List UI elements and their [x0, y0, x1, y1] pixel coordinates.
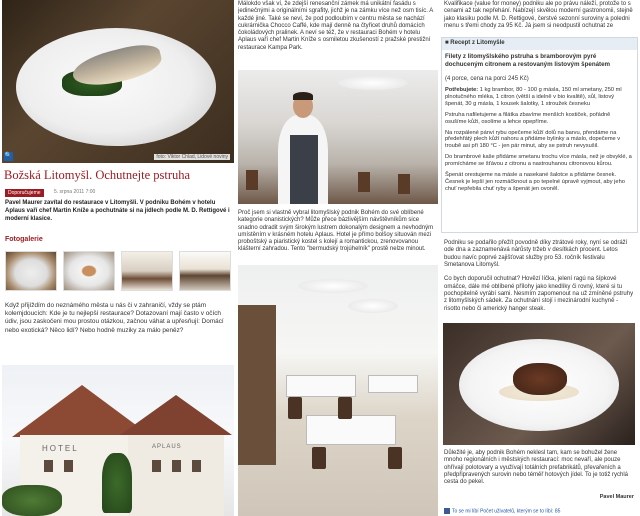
hotel-sign-aplaus: APLAUS: [152, 444, 182, 450]
table-shape: [368, 375, 418, 393]
ingredients-text: 1 kg brambor, 80 - 100 g másla, 150 ml smetany, 250 ml plnotučného mléka, 1 citron (větší a idelně v bio kvalitě), sůl, listový špenát, 30 g másla, 1 kousek šalotky, 1 stroužek česneku: [445, 87, 622, 107]
recipe-step: Špenát orestujeme na másle a nasekané šalotce a přidáme česnek. Česnek je lepší jen rozmáčknout a po tepelné úpravě vyjmout, aby jeho chuť nepřebila chuť ryby a špenát jen ovoněl.: [445, 172, 625, 192]
facebook-like-bar[interactable]: [444, 508, 560, 514]
article-column-left: [2, 0, 234, 516]
article-paragraph: Důležité je, aby podnik Bohém neklesl tam, kam se bohužel žene mnoho regionálních i městských restaurací: moc nevaří, ale pouze ohřívají polotovary a využívají totálních prefabrikátů, převařeních a předpřipravených surovin nebo téměř hotových jídel. To je totiž rychlá cesta do pekel.: [444, 450, 628, 486]
gallery-thumb-4[interactable]: [179, 251, 231, 291]
window-shape: [44, 460, 53, 472]
article-paragraph: Kvalifikace (value for money) podniku ale po právu náleží, protože to s cenami až tak nepřehání. Nabízejí skvělou moderní gastronomii, stejně jako klasiku podle M. D. Rettigové, čerstvé sezonní suroviny a poledni menu s třemi chody za 95 Kč. Já jsem si neodpustil ochutnat ze: [444, 1, 633, 29]
table-shape: [286, 375, 356, 397]
window-shape: [152, 460, 161, 472]
window-shape: [172, 460, 181, 472]
chair-shape: [288, 397, 302, 419]
recipe-header: ■ Recept z Litomyšle: [442, 38, 637, 50]
chair-shape: [246, 170, 258, 190]
recipe-header-label: Recept z Litomyšle: [450, 40, 505, 46]
gallery-thumb-2[interactable]: [63, 251, 115, 291]
article-intro: Když přijíždím do neznámého města u nás či v zahraničí, vždy se ptám kolemjdoucích: Kde je tu nejlepší restaurace? Dotazovaní mají často v očích údiv, jsou zaskočeni mou prostou otázkou, začnou váhat a upřesňují: Domácí nebo exotická? Něco lidí? Nebo hodně muziky za málo peněz?: [5, 302, 224, 334]
chair-shape: [312, 447, 326, 469]
article-paragraph: Proč jsem si vlastně vybral litomyšlský podnik Bohém do své oblíbené kategorie onanistických? Může přece bázlivějším návštěvníkům sice snadno odradit svým širokým lustrem dokonalým designem a nevhodným umístěním v krásném hotelu Aplaus. Hotel je přímo bolšoy situován mezi proboštský a piaristický kostel s kolejí a romantickou, zrenovovanou klášterní zahradou. Tento "bermudský trojúhelník" prostě nelze minout.: [238, 210, 434, 253]
hotel-sign-hotel: HOTEL: [42, 444, 79, 453]
recipe-body: [445, 87, 633, 197]
window-shape: [64, 460, 73, 472]
recipe-box: [441, 37, 638, 233]
recipe-step: Do brambrové kaše přidáme smetanu trochu více másla, než je obvyklé, a promícháme se šťávou z citronu a nastrouhanou citronovou kůrou.: [445, 154, 632, 168]
chef-hair-shape: [293, 92, 313, 100]
gallery-thumb-3[interactable]: [121, 251, 173, 291]
recipe-portions: (4 porce, cena na porci 245 Kč): [445, 76, 529, 82]
hotel-aplaus-photo[interactable]: [2, 365, 234, 516]
ingredients-label: Potřebujete:: [445, 87, 479, 93]
bush-shape: [2, 485, 62, 516]
ceiling-lamp-shape: [348, 299, 398, 313]
wood-wall-shape: [238, 305, 276, 465]
article-column-middle: [238, 0, 438, 516]
article-column-right: [441, 0, 638, 516]
gallery-label[interactable]: Fotogalerie: [5, 236, 43, 243]
chair-shape: [398, 174, 410, 194]
hero-photo-trout-dish[interactable]: [2, 0, 234, 163]
zoom-icon[interactable]: 🔍: [4, 153, 13, 159]
recipe-step: Pstruha nafiletujeme a filátka zbavíme menších kostiček, pořádně osušíme kůži, osolíme a lehce opepříme.: [445, 111, 611, 125]
recipe-step: Na rozpálené pánvi rybu opečeme kůží dolů na barvu, přendáme na předehřátý plech kůží nahoru a přidáme bylinky a máslo, dopečeme v troubě asi při 180 °C - jen pár minut, aby se pstruh nevysušil.: [445, 129, 621, 150]
ceiling-lamp-shape: [338, 76, 408, 90]
chef-photo[interactable]: [238, 70, 438, 204]
photo-credit: foto: Viktor Chlad, Lidové noviny: [156, 154, 228, 160]
table-shape: [306, 415, 396, 445]
chair-shape: [338, 397, 352, 419]
window-shape: [192, 460, 201, 472]
hotel-roof-2-shape: [120, 395, 232, 435]
facebook-like-icon[interactable]: [444, 508, 450, 514]
gallery-thumb-1[interactable]: [5, 251, 57, 291]
article-title: Božská Litomyšl. Ochutnejte pstruha: [4, 168, 191, 182]
restaurant-interior-photo[interactable]: [238, 265, 438, 516]
meat-shape: [513, 363, 567, 395]
recipe-title: Filety z litomyšlského pstruha s bramborovým pyré dochuceným citronem a restovaným listovým špenátem: [445, 53, 611, 68]
tree-shape: [102, 453, 132, 513]
article-paragraph: Málokdo však ví, že zdejší renesanční zámek má unikátní fasádu s jedinečnými a originálními sgrafity, jichž je na zámku více než osm tisíc. A každé jiné. Také se neví, že pod podloubím v centru města se nachází cukrárnička Chocco Caffé, kde mají denně na čtyřicet druhů domácích čokoládových pralinek. A neví se též, že v restauraci Bohém v hotelu Aplaus vaří chef Martin Kníže s osmiletou zkušeností z pražské prestižní restaurace Kampa Park.: [238, 1, 433, 51]
article-lead: Pavel Maurer zavítal do restaurace v Litomyšli. V podniku Bohém v hotelu Aplaus vaří chef Martin Kníže a pochutnáte si na jídlech podle M. D. Rettigové i moderní klasice.: [5, 200, 230, 222]
chair-shape: [358, 172, 370, 192]
dish-photo[interactable]: [443, 323, 635, 445]
category-badge[interactable]: Doporučujeme: [5, 189, 44, 197]
article-paragraph: Podniku se podařilo přežít povodně díky ztrátové roky, nyní se odráží ode dna a zaznamenává nárůsty tržeb v desítkách procent. Letos budou navíc poprvé zajišťovat služby pro 53. ročník festivalu Smetanova Litomyšl. Co bych doporučil ochutnat? Hovězí líčka, jelení ragú na šípkové omáčce, dále mé oblíbené přílohy jako knedlíky či rovný, které si tu pochopitelně vyrábí sami. Nesmím zapomenout na už zmíněné pstruhy z litomyšlských sádek. Za ochutnání stojí i mezinárodní kuchyně - risotto nebo či americký hanger steak.: [444, 240, 634, 312]
chair-shape: [388, 447, 402, 469]
article-date: 5. srpna 2011 7:00: [54, 189, 96, 195]
chef-apron-shape: [290, 135, 318, 204]
ceiling-lamp-shape: [298, 279, 368, 293]
author-name: Pavel Maurer: [599, 494, 634, 500]
share-text: To se mi líbí Počet uživatelů, kterým se to líbí: 85: [452, 508, 561, 515]
